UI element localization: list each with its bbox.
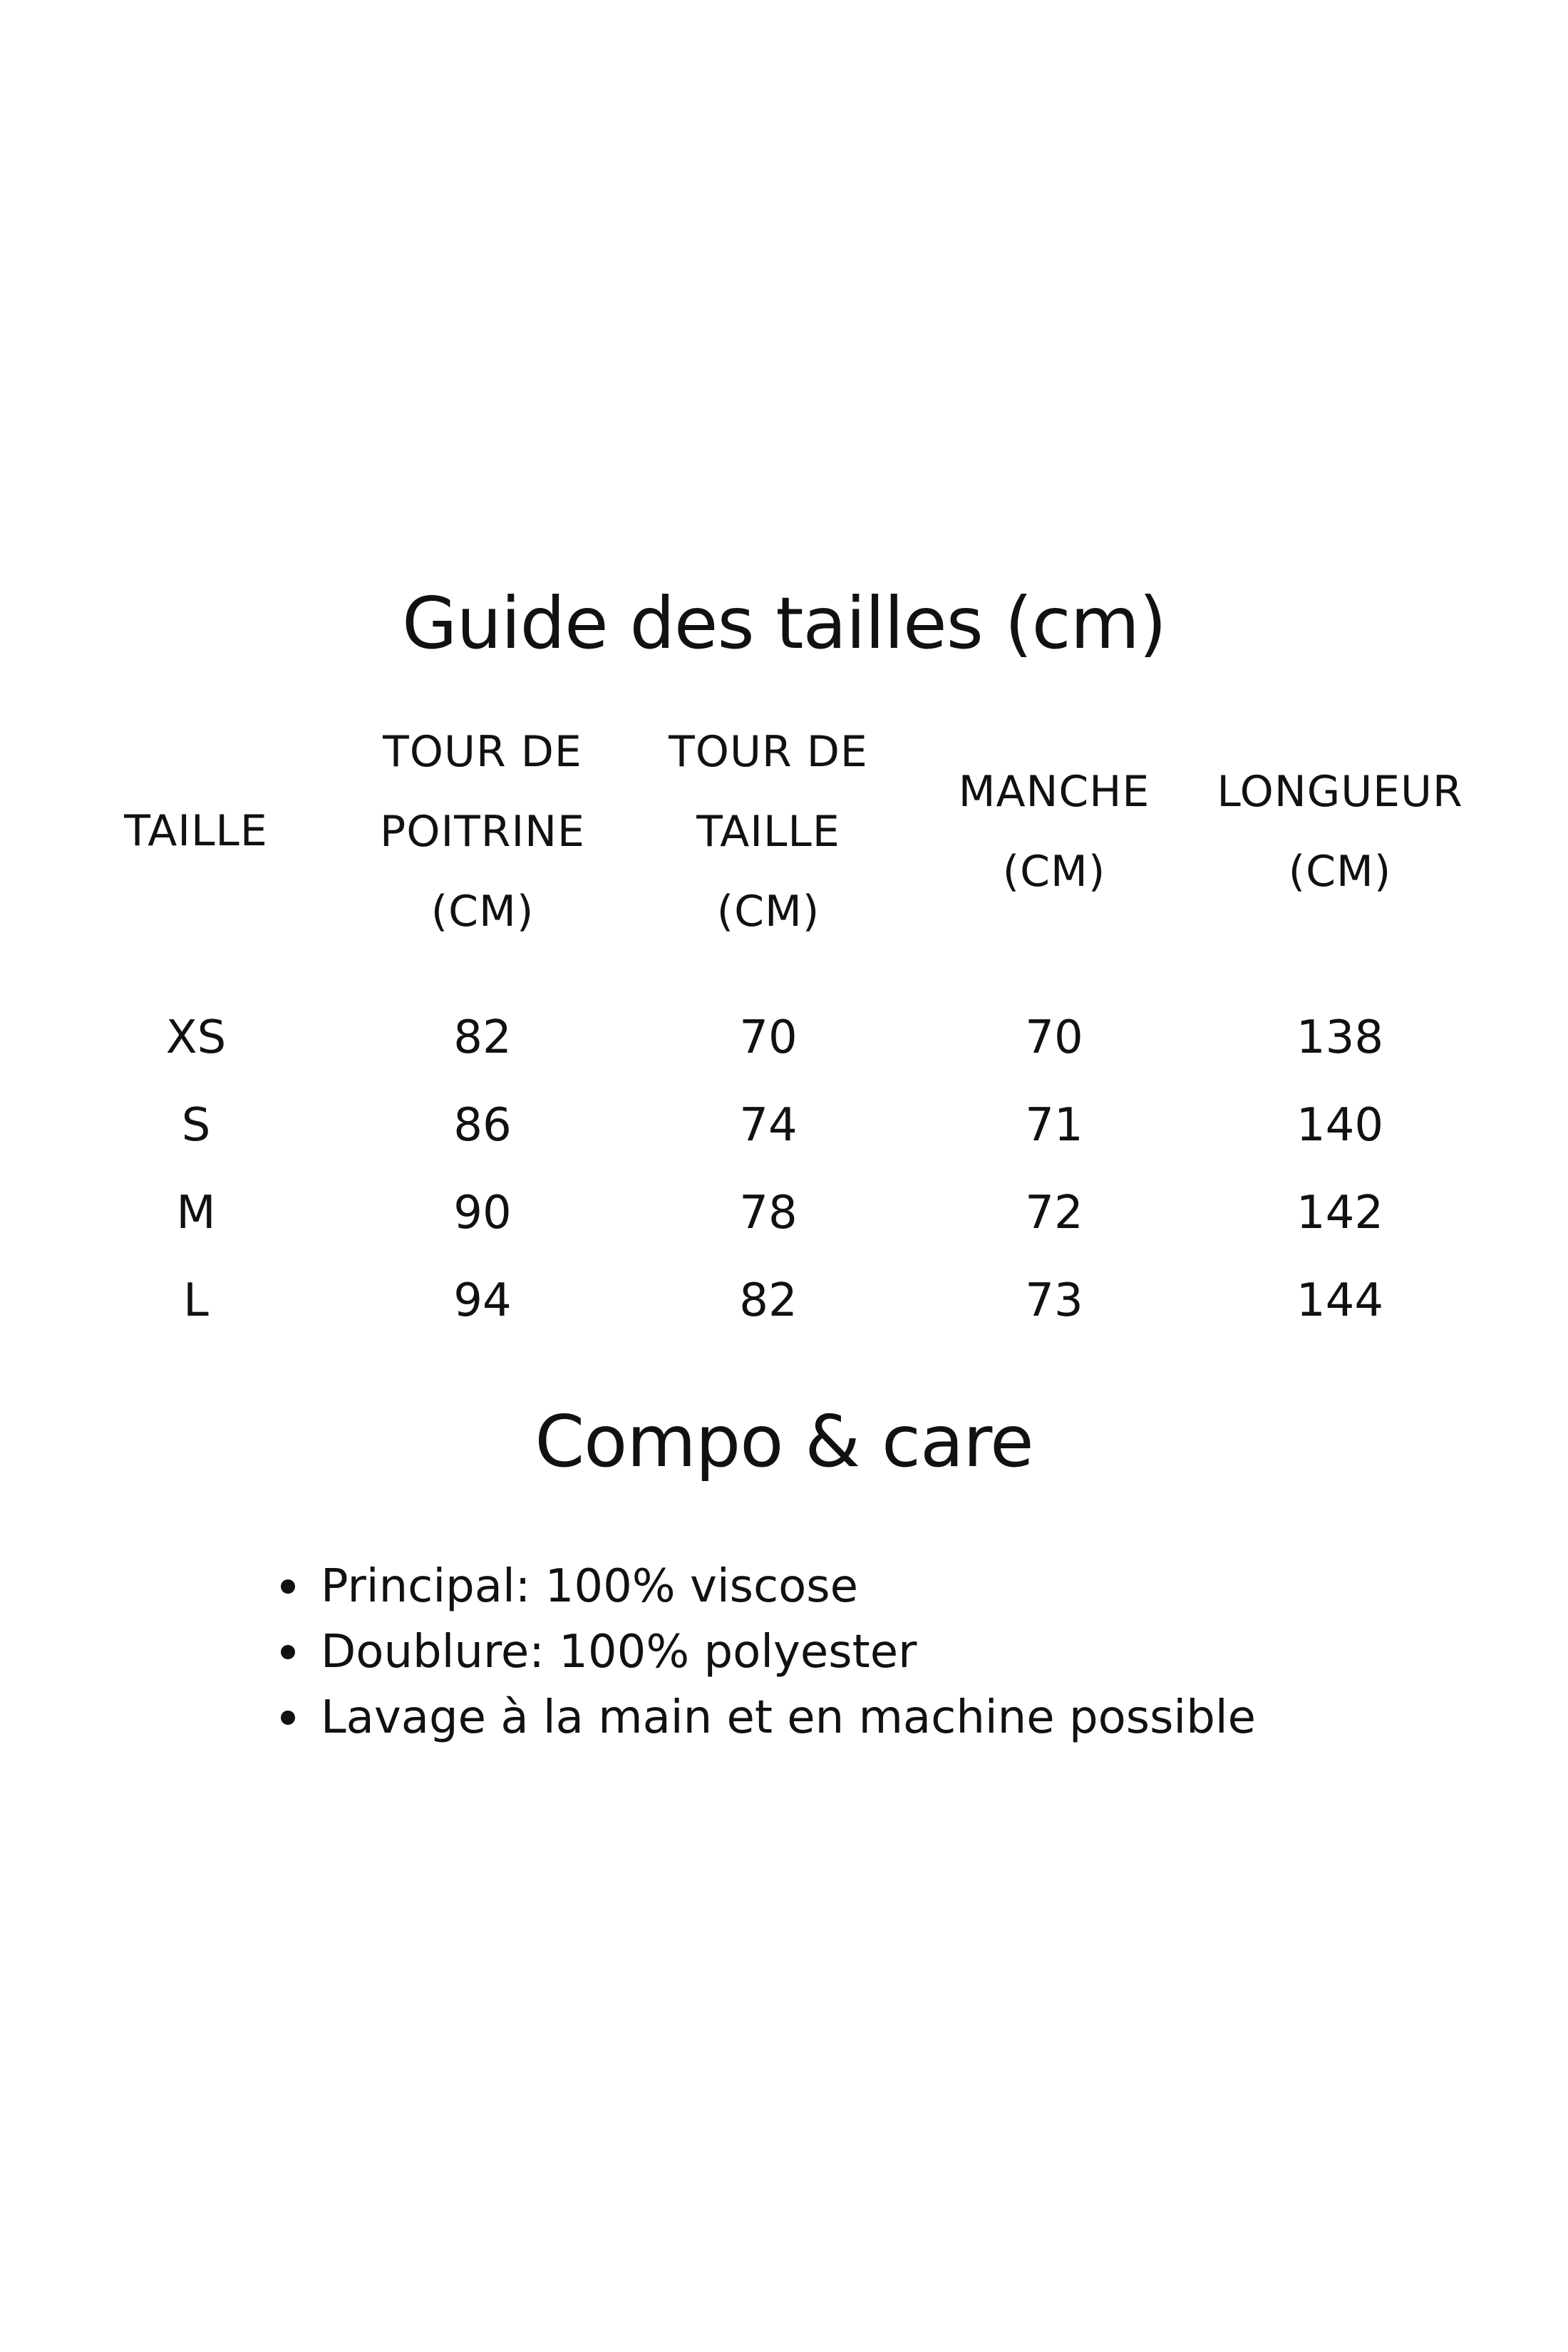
table-cell: S (181, 1099, 211, 1152)
table-cell: M (176, 1187, 216, 1239)
table-cell: 94 (453, 1274, 512, 1327)
list-item (278, 1554, 1256, 1619)
table-cell: 86 (453, 1099, 512, 1152)
header-tour-de-poitrine: TOUR DE POITRINE (CM) (380, 727, 585, 937)
table-cell: 82 (739, 1274, 798, 1327)
table-cell: 138 (1296, 1011, 1384, 1064)
table-cell: 144 (1296, 1274, 1384, 1327)
table-cell: 90 (453, 1187, 512, 1239)
list-item (278, 1619, 1256, 1685)
table-cell: L (183, 1274, 209, 1327)
table-cell: 82 (453, 1011, 512, 1064)
size-guide-title: Guide des tailles (cm) (402, 582, 1166, 665)
care-item-text: Principal: 100% viscose (321, 1560, 858, 1613)
table-cell: 71 (1025, 1099, 1083, 1152)
care-item-text: Doublure: 100% polyester (321, 1626, 917, 1678)
table-cell: XS (165, 1011, 227, 1064)
table-cell: 140 (1296, 1099, 1384, 1152)
table-cell: 72 (1025, 1187, 1083, 1239)
bullet-icon (281, 1579, 295, 1594)
header-longueur: LONGUEUR (CM) (1217, 767, 1463, 897)
care-list (278, 1554, 1256, 1750)
header-manche: MANCHE (CM) (958, 767, 1150, 897)
bullet-icon (281, 1645, 295, 1659)
care-item-text: Lavage à la main et en machine possible (321, 1691, 1256, 1744)
bullet-icon (281, 1711, 295, 1725)
compo-care-title: Compo & care (535, 1400, 1033, 1483)
table-cell: 142 (1296, 1187, 1384, 1239)
table-cell: 78 (739, 1187, 798, 1239)
header-taille: TAILLE (124, 806, 268, 856)
table-cell: 70 (1025, 1011, 1083, 1064)
header-tour-de-taille: TOUR DE TAILLE (CM) (669, 727, 868, 937)
table-cell: 74 (739, 1099, 798, 1152)
table-cell: 73 (1025, 1274, 1083, 1327)
list-item (278, 1685, 1256, 1750)
table-cell: 70 (739, 1011, 798, 1064)
